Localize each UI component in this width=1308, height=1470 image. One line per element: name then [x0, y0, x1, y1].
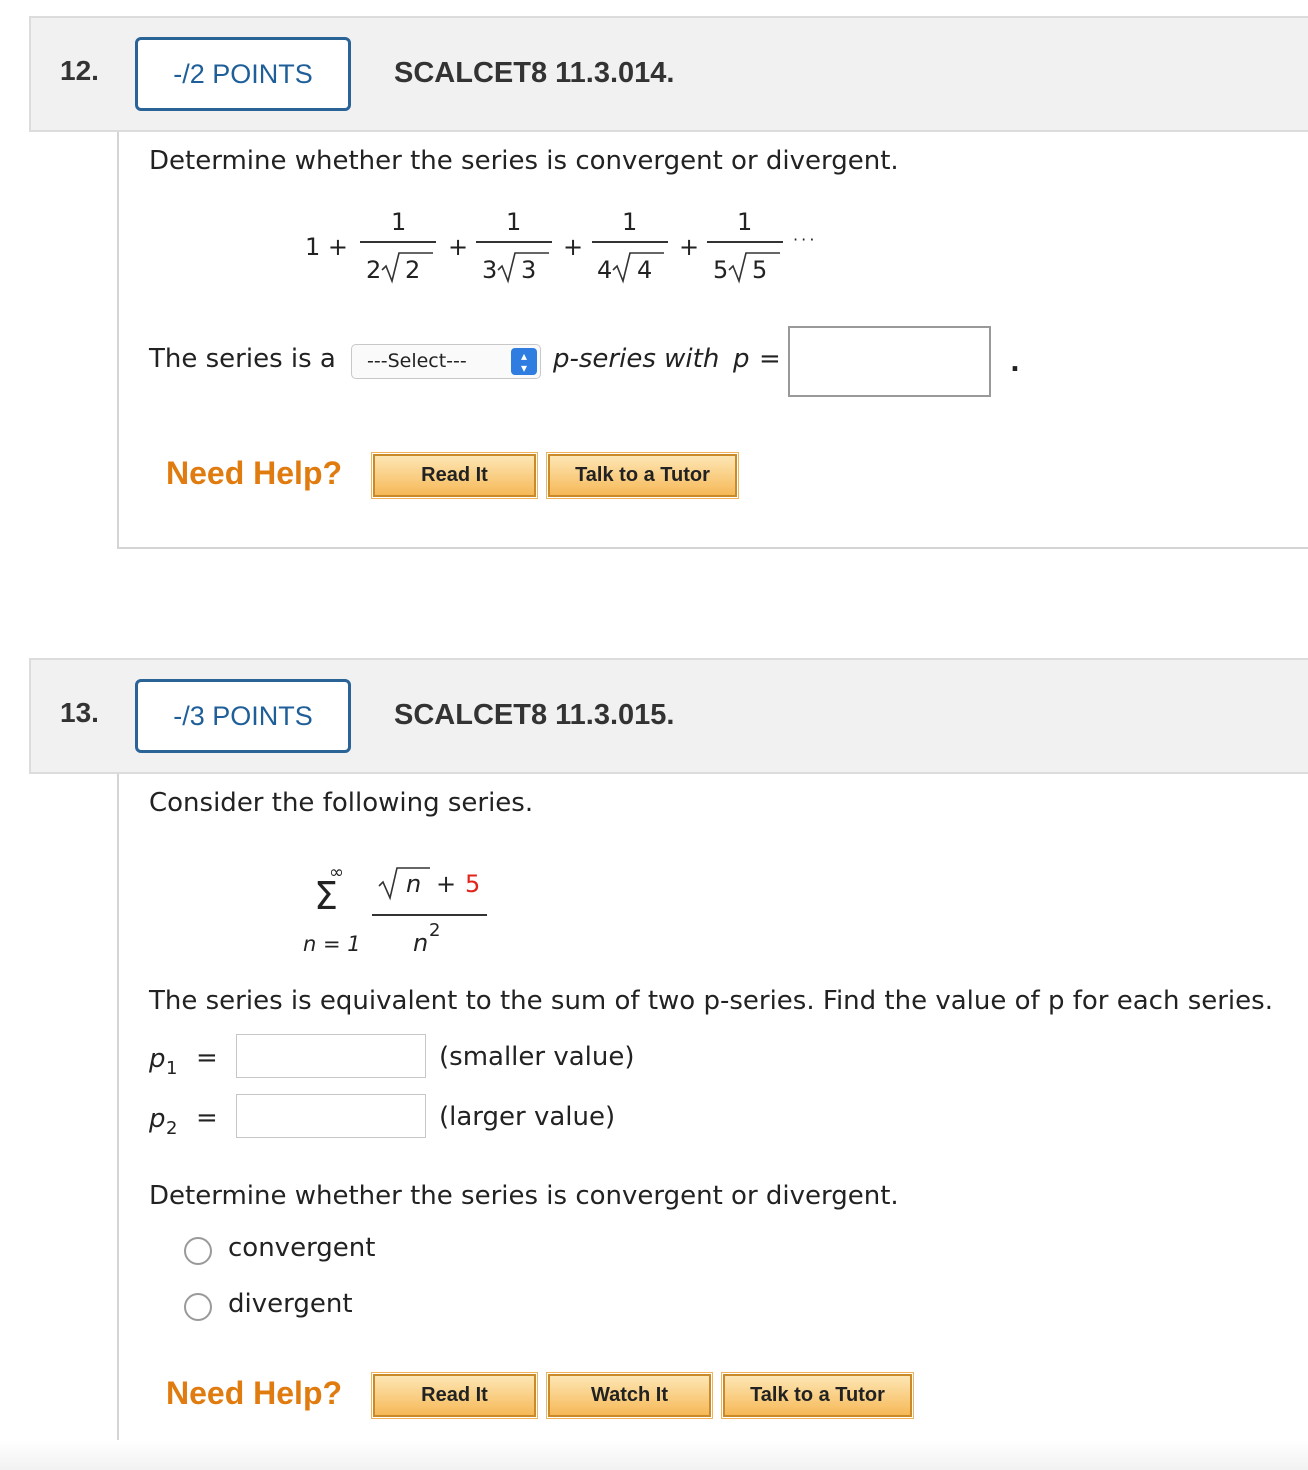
q12-coef-2: 3: [482, 256, 498, 284]
q13-need-help-label: Need Help?: [166, 1375, 343, 1411]
q13-option-divergent[interactable]: divergent: [228, 1289, 353, 1319]
q12-plus-2: +: [563, 233, 584, 261]
q12-period: .: [1010, 348, 1020, 378]
fraction-bar: [360, 241, 436, 243]
q13-points-badge: -/3 POINTS: [135, 679, 351, 753]
q12-plus-3: +: [679, 233, 700, 261]
q12-plus-1: +: [448, 233, 469, 261]
q13-sigma-icon: Σ: [314, 874, 339, 918]
q12-series-type-select[interactable]: [351, 344, 541, 379]
q12-radicand-4: 5: [752, 256, 768, 284]
q13-instruction: The series is equivalent to the sum of two p-series. Find the value of p for each series.: [149, 986, 1273, 1016]
q12-numerator-4: 1: [737, 208, 753, 236]
q12-p-answer-input[interactable]: [788, 326, 991, 397]
q12-talk-to-tutor-button[interactable]: Talk to a Tutor: [548, 454, 737, 497]
q13-p2-var: p: [149, 1104, 166, 1134]
q13-p1-note: (smaller value): [439, 1042, 635, 1072]
q12-radicand-3: 4: [637, 256, 653, 284]
q13-read-it-button[interactable]: Read It: [373, 1374, 536, 1417]
q13-p2-sub: 2: [166, 1118, 178, 1139]
q13-prompt: Consider the following series.: [149, 788, 534, 818]
q12-coef-3: 4: [597, 256, 613, 284]
q12-need-help-label: Need Help?: [166, 455, 343, 491]
q13-prompt2: Determine whether the series is convergent or divergent.: [149, 1181, 899, 1211]
q12-radicand-2: 3: [521, 256, 537, 284]
select-value: ---Select---: [367, 350, 467, 372]
q12-numerator-2: 1: [506, 208, 522, 236]
q13-p1-sub: 1: [166, 1058, 178, 1079]
q13-radio-convergent[interactable]: [184, 1237, 212, 1265]
q13-p1-var: p: [149, 1044, 166, 1074]
q13-num-var: n: [406, 870, 422, 898]
q12-p-symbol: p: [733, 344, 750, 374]
q12-points-badge: -/2 POINTS: [135, 37, 351, 111]
q13-num-plus: +: [436, 870, 457, 898]
q13-number: 13.: [60, 697, 99, 728]
q13-sigma-lower: n = 1: [303, 932, 361, 956]
q12-sentence-mid: p-series with: [553, 344, 720, 374]
q13-p2-note: (larger value): [439, 1102, 616, 1132]
q12-equals: =: [759, 344, 781, 374]
q13-talk-to-tutor-button[interactable]: Talk to a Tutor: [723, 1374, 912, 1417]
q12-coef-1: 2: [366, 256, 382, 284]
fraction-bar: [707, 241, 783, 243]
q13-watch-it-button[interactable]: Watch It: [548, 1374, 711, 1417]
radical-icon: [378, 864, 430, 902]
q12-coef-4: 5: [713, 256, 729, 284]
q12-ellipsis: · · ·: [793, 230, 814, 249]
q12-sentence-start: The series is a: [149, 344, 336, 374]
q12-read-it-button[interactable]: Read It: [373, 454, 536, 497]
q12-code: SCALCET8 11.3.014.: [394, 57, 675, 89]
select-chevron-icon: ▴ ▾: [511, 348, 537, 375]
q13-p1-input[interactable]: [236, 1034, 426, 1078]
q12-numerator-3: 1: [622, 208, 638, 236]
q13-den-exp: 2: [429, 920, 441, 941]
page-bottom-fade: [0, 1440, 1308, 1470]
q13-num-const: 5: [465, 870, 481, 898]
q12-numerator-1: 1: [391, 208, 407, 236]
q12-number: 12.: [60, 55, 99, 86]
q13-option-convergent[interactable]: convergent: [228, 1233, 376, 1263]
q13-p2-input[interactable]: [236, 1094, 426, 1138]
q13-den-var: n: [413, 929, 429, 957]
q13-code: SCALCET8 11.3.015.: [394, 699, 675, 731]
q13-p2-equals: =: [196, 1103, 218, 1133]
fraction-bar: [476, 241, 552, 243]
q13-sigma-upper: ∞: [329, 862, 344, 883]
q12-first-term: 1 +: [305, 233, 349, 261]
q12-prompt: Determine whether the series is convergent or divergent.: [149, 146, 899, 176]
q13-radio-divergent[interactable]: [184, 1293, 212, 1321]
fraction-bar: [592, 241, 668, 243]
q13-p1-equals: =: [196, 1043, 218, 1073]
fraction-bar: [372, 914, 487, 916]
q12-radicand-1: 2: [405, 256, 421, 284]
